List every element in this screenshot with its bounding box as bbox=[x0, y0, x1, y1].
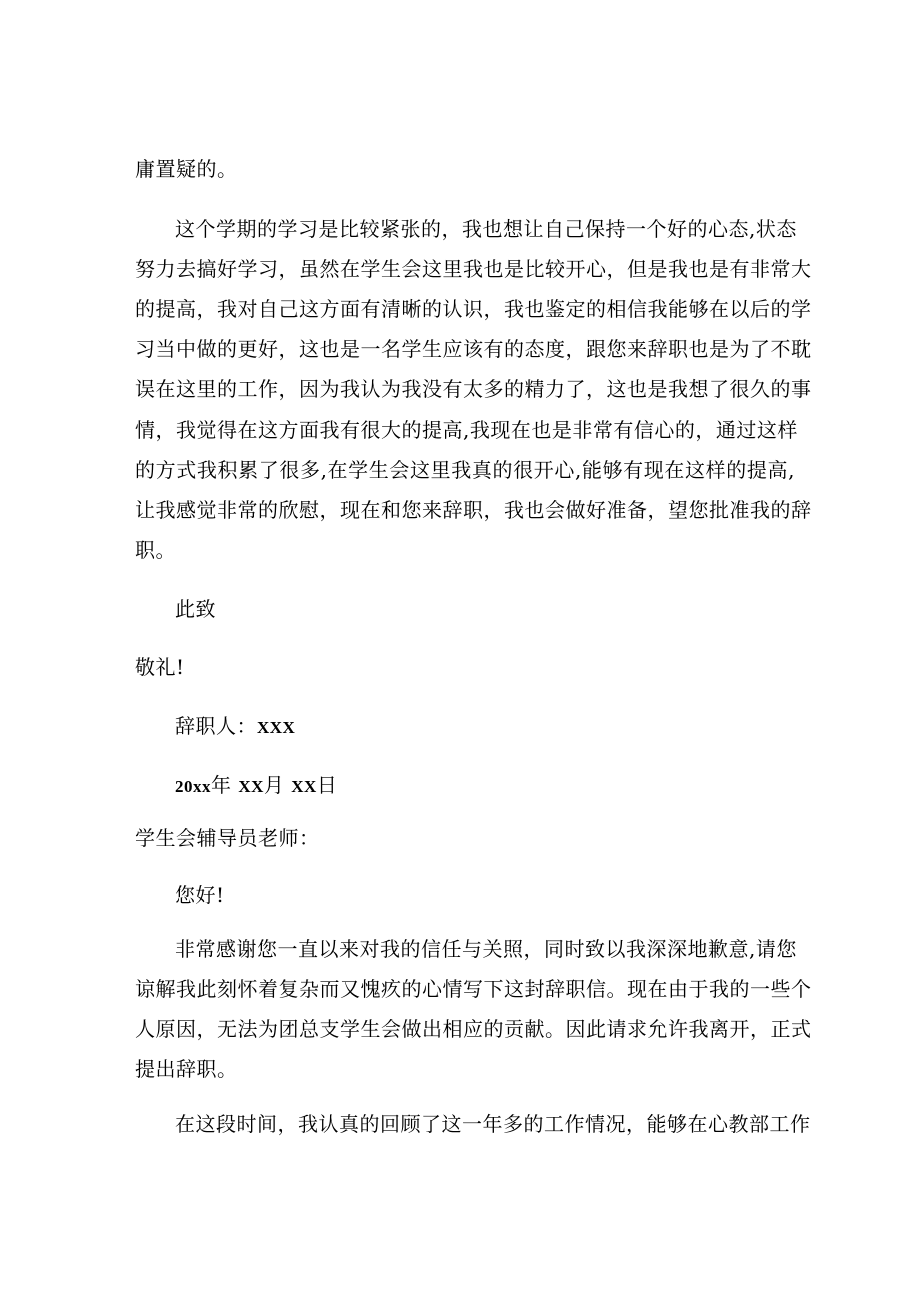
paragraph-study-line-1: 这个学期的学习是比较紧张的，我也想让自己保持一个好的心态,状态 bbox=[175, 217, 797, 241]
date-day-unit: 日 bbox=[316, 773, 338, 797]
letter2-paragraph1-line-2: 谅解我此刻怀着复杂而又愧疚的心情写下这封辞职信。现在由于我的一些个 bbox=[135, 977, 812, 1001]
date-year-unit: 年 bbox=[211, 773, 232, 797]
salutation-jingli: 敬礼! bbox=[135, 655, 185, 679]
signer-label: 辞职人： bbox=[175, 714, 257, 738]
signature-line bbox=[175, 714, 295, 740]
date-month: XX bbox=[238, 777, 264, 796]
paragraph-study-line-7: 的方式我积累了很多,在学生会这里我真的很开心,能够有现在这样的提高, bbox=[135, 458, 795, 482]
date-month-unit: 月 bbox=[263, 773, 285, 797]
date-line bbox=[175, 773, 337, 799]
letter2-paragraph1-line-4: 提出辞职。 bbox=[135, 1057, 238, 1081]
paragraph-study-line-4: 习当中做的更好，这也是一名学生应该有的态度，跟您来辞职也是为了不耽 bbox=[135, 337, 812, 361]
letter2-paragraph1-line-3: 人原因，无法为团总支学生会做出相应的贡献。因此请求允许我离开，正式 bbox=[135, 1017, 812, 1041]
paragraph-continuation: 庸置疑的。 bbox=[135, 157, 238, 181]
greeting-line: 您好! bbox=[175, 883, 225, 907]
paragraph-study-line-8: 让我感觉非常的欣慰，现在和您来辞职，我也会做好准备，望您批准我的辞 bbox=[135, 498, 812, 522]
paragraph-study-line-2: 努力去搞好学习，虽然在学生会这里我也是比较开心，但是我也是有非常大 bbox=[135, 257, 812, 281]
paragraph-study-line-9: 职。 bbox=[135, 538, 176, 562]
paragraph-study-line-3: 的提高，我对自己这方面有清晰的认识，我也鉴定的相信我能够在以后的学 bbox=[135, 297, 812, 321]
paragraph-study-line-6: 情，我觉得在这方面我有很大的提高,我现在也是非常有信心的，通过这样 bbox=[135, 418, 798, 442]
date-day: XX bbox=[291, 777, 317, 796]
date-year: 20xx bbox=[175, 777, 211, 796]
letter2-paragraph1-line-1: 非常感谢您一直以来对我的信任与关照，同时致以我深深地歉意,请您 bbox=[175, 937, 797, 961]
letter2-paragraph2-line-1: 在这段时间，我认真的回顾了这一年多的工作情况，能够在心教部工作 bbox=[175, 1112, 811, 1136]
paragraph-study-line-5: 误在这里的工作，因为我认为我没有太多的精力了，这也是我想了很久的事 bbox=[135, 377, 812, 401]
signer-name: XXX bbox=[257, 718, 296, 737]
recipient-line: 学生会辅导员老师： bbox=[135, 826, 320, 850]
salutation-cizhi: 此致 bbox=[175, 597, 216, 621]
